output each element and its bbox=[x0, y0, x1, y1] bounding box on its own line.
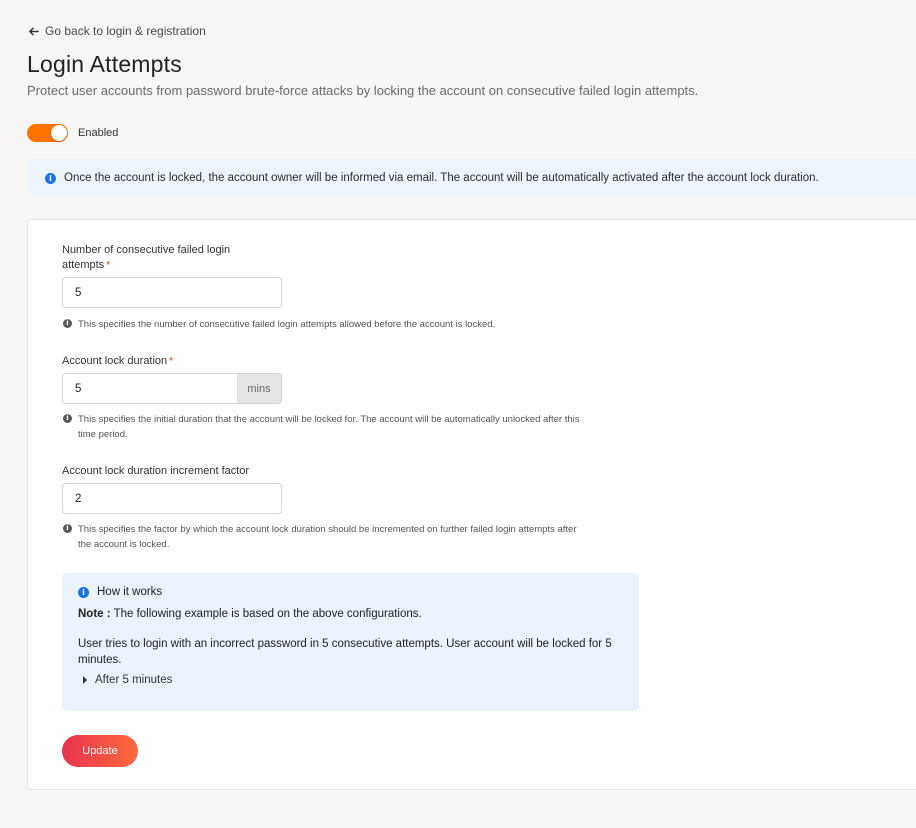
back-link[interactable] bbox=[28, 24, 206, 38]
info-banner-text: Once the account is locked, the account owner will be informed via email. The account will be automatically activated after the account lock duration. bbox=[64, 172, 819, 184]
lock-duration-hint-text: This specifies the initial duration that the account will be locked for. The account will be automatically unlocked after this time period. bbox=[78, 414, 580, 440]
lock-duration-hint bbox=[63, 412, 579, 442]
lock-duration-label: Account lock duration * bbox=[62, 355, 174, 367]
enabled-toggle[interactable] bbox=[27, 124, 68, 142]
attempts-label bbox=[62, 243, 230, 273]
info-banner bbox=[27, 159, 916, 197]
increment-factor-hint-text: This specifies the factor by which the account lock duration should be incremented on further failed login attempts after the account is locked. bbox=[78, 524, 577, 550]
attempts-label-line2: attempts * bbox=[62, 259, 111, 271]
increment-factor-label: Account lock duration increment factor bbox=[62, 465, 250, 477]
page-description: Protect user accounts from password brute-force attacks by locking the account on consecutive failed login attempts. bbox=[27, 83, 699, 98]
attempts-label-line1: Number of consecutive failed login bbox=[62, 244, 231, 256]
hint-info-icon: i bbox=[63, 319, 72, 328]
required-marker: * bbox=[169, 356, 174, 367]
toggle-knob bbox=[51, 125, 67, 141]
settings-card bbox=[27, 219, 916, 790]
arrow-left-icon bbox=[28, 26, 39, 37]
mins-addon: mins bbox=[237, 374, 281, 403]
update-button[interactable]: Update bbox=[62, 735, 138, 767]
attempts-input[interactable] bbox=[62, 277, 282, 308]
how-it-works-title: i How it works bbox=[78, 586, 623, 598]
toggle-label: Enabled bbox=[78, 127, 119, 139]
info-icon: i bbox=[78, 587, 89, 598]
caret-right-icon bbox=[83, 676, 87, 684]
info-icon: i bbox=[45, 173, 56, 184]
lock-duration-input[interactable] bbox=[63, 374, 237, 403]
attempts-hint-text: This specifies the number of consecutive failed login attempts allowed before the account is locked. bbox=[78, 319, 496, 330]
how-it-works-note: Note : The following example is based on the above configurations. bbox=[78, 608, 422, 620]
increment-factor-hint bbox=[63, 522, 577, 552]
hint-info-icon: i bbox=[63, 524, 72, 533]
attempts-hint bbox=[63, 317, 495, 332]
how-it-works-example: User tries to login with an incorrect password in 5 consecutive attempts. User account will be locked for 5 minutes. bbox=[78, 638, 612, 666]
how-it-works-panel bbox=[62, 573, 639, 711]
lock-duration-input-group bbox=[62, 373, 282, 404]
back-link-label[interactable]: Go back to login & registration bbox=[45, 24, 206, 38]
page-title: Login Attempts bbox=[27, 51, 182, 77]
hint-info-icon: i bbox=[63, 414, 72, 423]
increment-factor-input[interactable] bbox=[62, 483, 282, 514]
required-marker: * bbox=[106, 260, 111, 271]
after-5-minutes-expander[interactable]: After 5 minutes bbox=[78, 674, 623, 686]
enabled-toggle-row bbox=[27, 124, 118, 142]
